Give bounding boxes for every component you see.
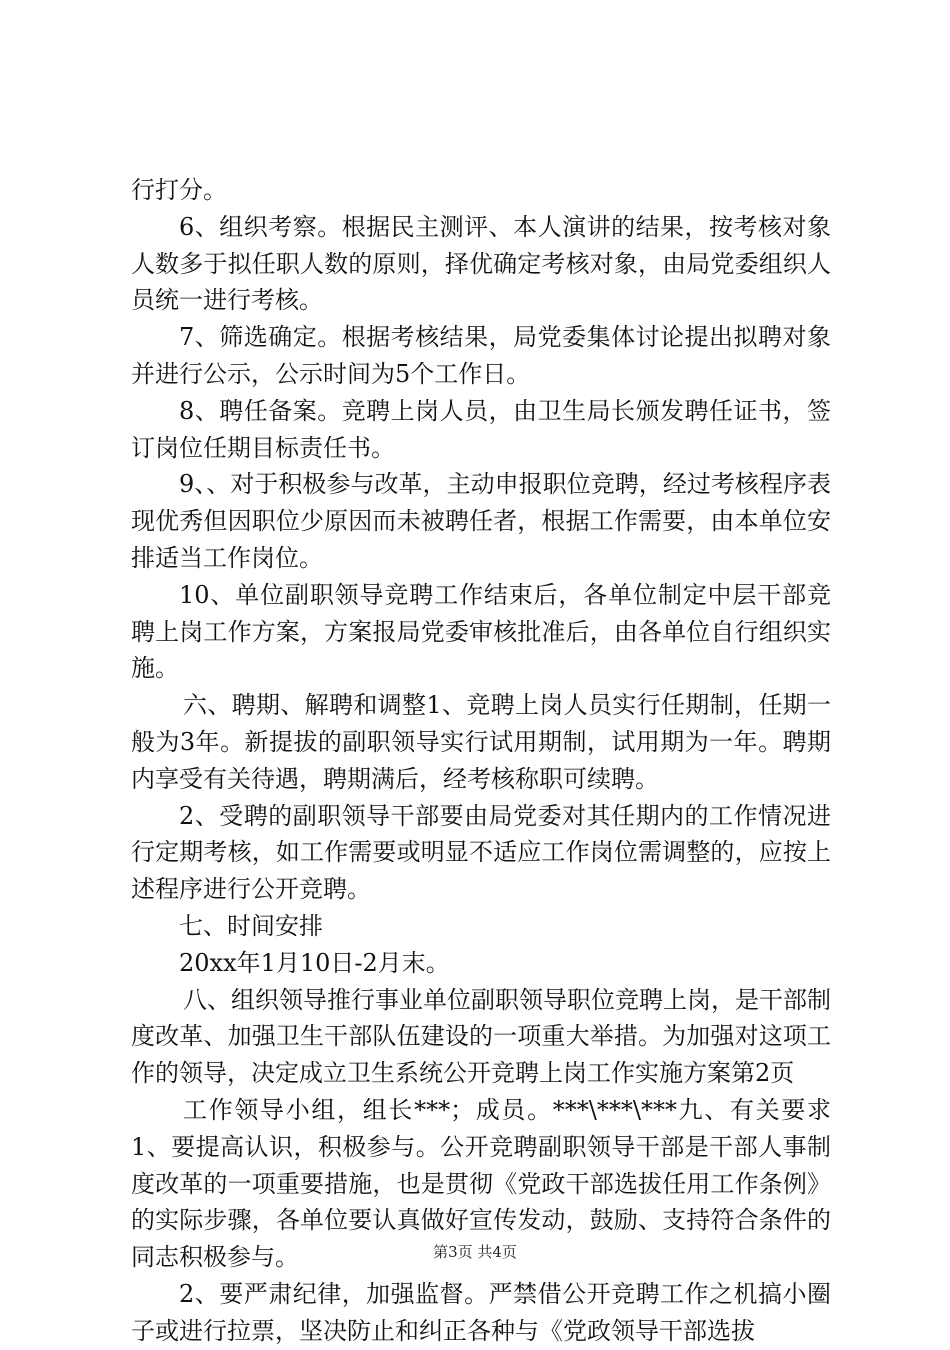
paragraph-item-9: 9、、对于积极参与改革，主动申报职位竞聘，经过考核程序表现优秀但因职位少原因而未被聘任者，根据工作需要，由本单位安排适当工作岗位。 bbox=[131, 470, 831, 572]
document-body bbox=[131, 172, 831, 1350]
heading-section-7: 七、时间安排 bbox=[179, 911, 323, 940]
paragraph-section-6-item-2: 2、受聘的副职领导干部要由局党委对其任期内的工作情况进行定期考核，如工作需要或明显不适应工作岗位需调整的，应按上述程序进行公开竞聘。 bbox=[131, 801, 831, 904]
paragraph-item-10: 10、单位副职领导竞聘工作结束后，各单位制定中层干部竞聘上岗工作方案，方案报局党委审核批准后，由各单位自行组织实施。 bbox=[131, 580, 831, 683]
paragraph-leadership-group: 工作领导小组，组长***；成员。***\***\***九、有关要求1、要提高认识，积极参与。公开竞聘副职领导干部是干部人事制度改革的一项重要措施，也是贯彻《党政干部选拔任用工作条例》的实际步骤，各单位要认真做好宣传发动，鼓励、支持符合条件的同志积极参与。 bbox=[131, 1095, 831, 1272]
paragraph-continuation: 行打分。 bbox=[131, 176, 227, 204]
page-number-footer: 第3页 共4页 bbox=[433, 1243, 517, 1261]
paragraph-section-6: 六、聘期、解聘和调整1、竞聘上岗人员实行任期制，任期一般为3年。新提拔的副职领导实行试用期制，试用期为一年。聘期内享受有关待遇，聘期满后，经考核称职可续聘。 bbox=[131, 691, 831, 793]
paragraph-discipline: 2、要严肃纪律，加强监督。严禁借公开竞聘工作之机搞小圈子或进行拉票，坚决防止和纠正各种与《党政领导干部选拔 bbox=[131, 1279, 831, 1345]
paragraph-schedule: 20xx年1月10日-2月末。 bbox=[179, 948, 450, 977]
paragraph-item-7: 7、筛选确定。根据考核结果，局党委集体讨论提出拟聘对象并进行公示，公示时间为5个工作日。 bbox=[131, 323, 831, 388]
paragraph-section-8: 八、组织领导推行事业单位副职领导职位竞聘上岗，是干部制度改革、加强卫生干部队伍建设的一项重大举措。为加强对这项工作的领导，决定成立卫生系统公开竞聘上岗工作实施方案第2页 bbox=[131, 985, 831, 1088]
paragraph-item-6: 6、组织考察。根据民主测评、本人演讲的结果，按考核对象人数多于拟任职人数的原则，择优确定考核对象，由局党委组织人员统一进行考核。 bbox=[131, 212, 831, 315]
paragraph-item-8: 8、聘任备案。竞聘上岗人员，由卫生局长颁发聘任证书，签订岗位任期目标责任书。 bbox=[131, 396, 831, 462]
